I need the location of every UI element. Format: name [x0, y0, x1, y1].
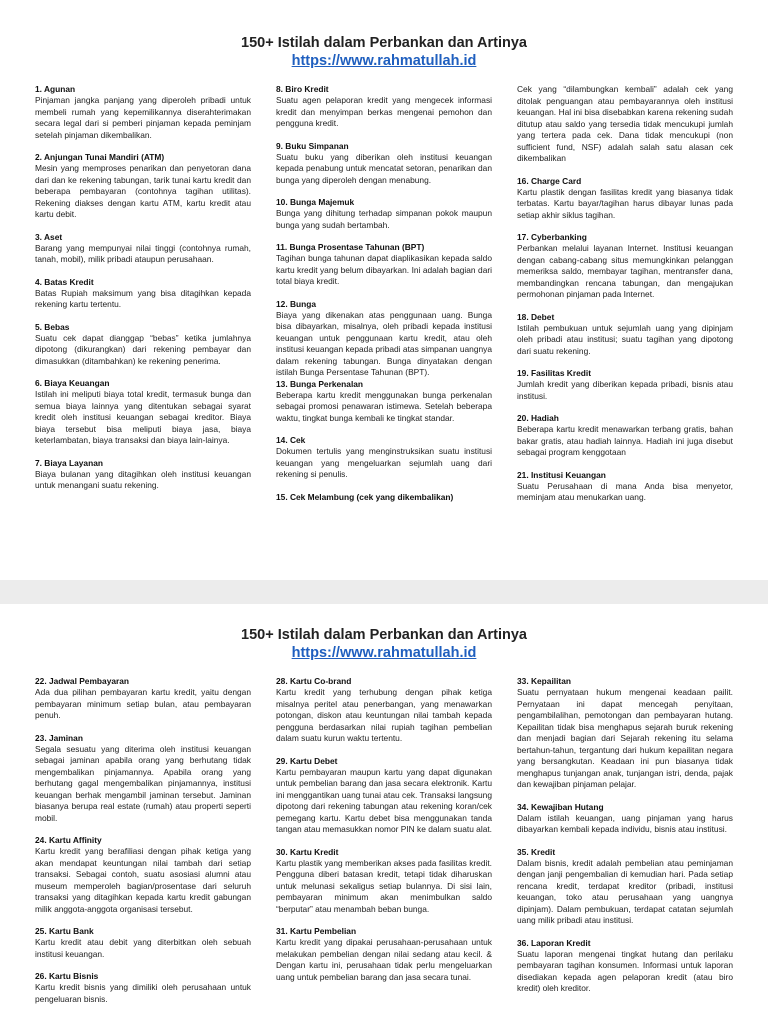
entry-definition: Cek yang “dilambungkan kembali” adalah cek yang ditolak penguangan atau pembayarannya oleh institusi keuangan. Hal ini bisa disebabkan karena rekening sudah ditutup atau saldo yang tersedia tidak mencukupi jumlah yang tertera pada cek. Dana tidak mencukupi (non sufficient fund, NSF) adalah salah satu alasan cek dikembalikan: [517, 84, 733, 163]
entry-definition: Suatu laporan mengenai tingkat hutang dan perilaku pembayaran tagihan konsumen. Informasi untuk laporan disediakan kepada agen pelaporan kredit (atau biro kredit) oleh kreditor.: [517, 948, 733, 993]
entry-term: 15. Cek Melambung (cek yang dikembalikan): [276, 491, 454, 502]
entry-definition: Biaya bulanan yang ditagihkan oleh institusi keuangan untuk menangani suatu rekening.: [35, 468, 251, 490]
entry-term: 7. Biaya Layanan: [35, 457, 103, 468]
entry-definition: Suatu buku yang diberikan oleh institusi keuangan kepada penabung untuk mencatat setoran, penarikan dan bunga yang diperoleh dengan menabung.: [276, 151, 492, 185]
glossary-entry: [35, 378, 251, 447]
glossary-entry: [517, 938, 733, 995]
glossary-entry: [276, 299, 492, 379]
entry-term: 2. Anjungan Tunai Mandiri (ATM): [35, 152, 165, 162]
glossary-entry: [517, 802, 733, 836]
entry-definition: Istilah ini meliputi biaya total kredit, termasuk bunga dan semua biaya lainnya yang ditentukan sebagai syarat kredit oleh institusi keuangan sebagai kreditor. Biaya biaya tersebut bisa meliputi biaya jasa, biaya keterlambatan, biaya transaksi dan biaya lain-lainya.: [35, 389, 251, 445]
entry-definition: Suatu pernyataan hukum mengenai keadaan pailit. Pernyataan ini dapat mencegah penyitaan, pengambilalihan, pemotongan dan pembayaran hutang. Kepailitan tidak bisa menghapus sejarah buruk rekening dan menjadi bagian dari Sejarah rekening itu selama bertahun-tahun, tergantung dari hukum kepailitan negara yang bersangkutan. Keadaan ini pun biasanya tidak menghapus tunjangan anak, tunjangan istri, denda, pajak dan kewajiban pinjaman pelajar.: [517, 687, 733, 789]
glossary-columns: [35, 676, 735, 1016]
entry-term: 20. Hadiah: [517, 413, 559, 423]
column-2: [276, 676, 492, 1016]
page-header: [0, 0, 768, 70]
entry-definition: Dalam istilah keuangan, uang pinjaman yang harus dibayarkan kembali kepada individu, bisnis atau institusi.: [517, 812, 733, 834]
entry-term: 33. Kepailitan: [517, 676, 571, 686]
entry-definition: Kartu kredit yang terhubung dengan pihak ketiga misalnya peritel atau penerbangan, yang menawarkan potongan, diskon atau keuntungan nilai tambah kepada pengguna berdasarkan nilai rupiah tagihan pembelian dalam suatu kurun waktu tertentu.: [276, 687, 492, 743]
glossary-entry: [35, 322, 251, 368]
glossary-entry: [35, 971, 251, 1005]
entry-definition: Jumlah kredit yang diberikan kepada pribadi, bisnis atau institusi.: [517, 379, 733, 401]
entry-definition: Batas Rupiah maksimum yang bisa ditagihkan kepada rekening kartu tertentu.: [35, 287, 251, 309]
glossary-entry: [276, 756, 492, 836]
entry-term: 14. Cek: [276, 435, 306, 445]
glossary-entry: [517, 232, 733, 301]
page-header: [0, 604, 768, 662]
entry-definition: Dokumen tertulis yang menginstruksikan suatu institusi keuangan yang mengeluarkan sejumlah uang dari rekening si penulis.: [276, 446, 492, 479]
entry-definition: Kartu plastik dengan fasilitas kredit yang biasanya tidak terbatas. Kartu bayar/tagihan harus dibayar lunas pada setiap akhir siklus tagihan.: [517, 186, 733, 220]
glossary-entry: [35, 458, 251, 492]
glossary-entry: [35, 835, 251, 915]
entry-definition: Kartu plastik yang memberikan akses pada fasilitas kredit. Pengguna diberi batasan kredit, tetapi tidak diharuskan untuk melunasi sekaligus setiap bulannya. Di sisi lain, pembayaran minimum akan menimbulkan saldo “berputar” atau menambah beban bunga.: [276, 857, 492, 914]
entry-term: 12. Bunga: [276, 298, 317, 309]
column-1: [35, 676, 251, 1016]
entry-definition: Kartu kredit yang dipakai perusahaan-perusahaan untuk melakukan pembelian dengan nilai sedang atau kecil. & Dengan kartu ini, perusahaan tidak perlu mengeluarkan uang untuk pembelian barang dan jasa secara tunai.: [276, 937, 492, 982]
entry-term: 8. Biro Kredit: [276, 84, 329, 94]
glossary-entry: [35, 926, 251, 960]
entry-term: 16. Charge Card: [517, 175, 582, 186]
glossary-entry: [35, 232, 251, 266]
glossary-entry: [276, 926, 492, 983]
entry-definition: Beberapa kartu kredit menggunakan bunga perkenalan sebagai promosi penawaran istimewa. Setelah beberapa waktu, tingkat bunga kembali ke tingkat standar.: [276, 389, 492, 423]
entry-definition: Perbankan melalui layanan Internet. Institusi keuangan dengan cabang-cabang situs memungkinkan pelanggan memeriksa saldo, membayar tagihan, mentransfer dana, membandingkan rencana tabungan, dan mengajukan permohonan pinjaman pada Internet.: [517, 243, 733, 299]
entry-term: 36. Laporan Kredit: [517, 937, 591, 948]
entry-term: 5. Bebas: [35, 321, 70, 332]
glossary-entry: [276, 492, 492, 503]
glossary-entry: [35, 84, 251, 141]
entry-term: 28. Kartu Co-brand: [276, 676, 352, 686]
entry-term: 1. Agunan: [35, 84, 76, 94]
glossary-entry: [517, 176, 733, 222]
glossary-entry: [517, 676, 733, 791]
entry-definition: Kartu pembayaran maupun kartu yang dapat digunakan untuk pembelian barang dan jasa secara elektronik. Kartu ini menggantikan uang tunai atau cek. Transaksi langsung dipotong dari rekening tabungan atau rekening koran/cek pemegang kartu. Kartu debet bisa menggunakan tanda tangan atau memasukkan nomor PIN ke dalam suatu alat.: [276, 766, 493, 834]
entry-definition: Beberapa kartu kredit menawarkan terbang gratis, bahan bakar gratis, atau hadiah lainnya. Hadiah ini juga disebut sebagai program kenggotaan: [517, 424, 733, 457]
glossary-entry: [276, 242, 492, 288]
glossary-entry: [35, 152, 251, 221]
entry-term: 29. Kartu Debet: [276, 755, 338, 766]
document-page-2: [0, 604, 768, 1024]
glossary-entry: [35, 733, 251, 825]
entry-term: 11. Bunga Prosentase Tahunan (BPT): [276, 242, 425, 252]
entry-term: 10. Bunga Majemuk: [276, 197, 355, 207]
entry-term: 13. Bunga Perkenalan: [276, 378, 364, 389]
entry-term: 17. Cyberbanking: [517, 232, 587, 242]
glossary-entry: [517, 368, 733, 402]
entry-term: 18. Debet: [517, 311, 555, 322]
glossary-entry: [35, 277, 251, 311]
entry-definition: Suatu agen pelaporan kredit yang mengecek informasi kredit dan menyimpan berkas mengenai pemohon dan pengguna kredit.: [276, 95, 492, 128]
entry-term: 19. Fasilitas Kredit: [517, 368, 592, 378]
entry-definition: Bunga yang dihitung terhadap simpanan pokok maupun bunga yang sudah bertambah.: [276, 208, 492, 230]
glossary-entry: [517, 413, 733, 459]
entry-definition: Kartu kredit atau debit yang diterbitkan oleh sebuah institusi keuangan.: [35, 937, 251, 959]
entry-term: 26. Kartu Bisnis: [35, 971, 99, 981]
glossary-entry: [276, 141, 492, 187]
entry-term: 22. Jadwal Pembayaran: [35, 676, 130, 686]
entry-definition: Segala sesuatu yang diterima oleh institusi keuangan sebagai jaminan apabila orang yang berhutang tidak mengembalikan pinjamannya. Apabila orang yang berhutang gagal mengembalikan pinjamannya, institusi keuangan berhak mengambil jaminan tersebut. Jaminan biasanya berupa real estate (rumah) atau properti seperti mobil.: [35, 743, 251, 823]
entry-definition: Suatu cek dapat dianggap “bebas” ketika jumlahnya dipotong (dikurangkan) dari rekening pembayar dan dimasukkan (ditambahkan) ke rekening penerima.: [35, 332, 251, 366]
glossary-entry: [517, 470, 733, 504]
entry-term: 4. Batas Kredit: [35, 276, 94, 287]
entry-definition: Barang yang mempunyai nilai tinggi (contohnya rumah, tanah, mobil), milik pribadi ataupun perusahaan.: [35, 242, 251, 264]
column-3: [517, 676, 733, 1016]
column-2: [276, 84, 492, 515]
glossary-entry: [276, 84, 492, 130]
glossary-columns: [35, 84, 735, 515]
entry-term: 3. Aset: [35, 231, 63, 242]
entry-term: 25. Kartu Bank: [35, 926, 94, 936]
glossary-entry: [276, 435, 492, 481]
entry-definition: Biaya yang dikenakan atas penggunaan uang. Bunga bisa dibayarkan, misalnya, oleh pribadi kepada institusi keuangan untuk penggunaan kartu kredit, atau oleh institusi keuangan kepada pribadi atas simpanan uangnya dalam rekening tabungan. Bunga dinyatakan dengan istilah Bunga Persentase Tahunan (BPT).: [276, 309, 492, 377]
entry-term: 30. Kartu Kredit: [276, 846, 339, 857]
entry-term: 23. Jaminan: [35, 732, 83, 743]
entry-term: 31. Kartu Pembelian: [276, 926, 357, 936]
entry-definition: Kartu kredit yang berafiliasi dengan pihak ketiga yang akan mendapat keuntungan nilai tambah dari setiap transaksi. Sebagai contoh, suatu asosiasi alumni atau museum memperoleh bagian/prosentase dari seluruh transaksi yang ditagihkan kepada kartu kredit gabungan milik anggota-anggota organisasi tersebut.: [35, 846, 251, 914]
page-title: 150+ Istilah dalam Perbankan dan Artinya: [241, 627, 527, 643]
glossary-entry: [517, 847, 733, 927]
page-title: 150+ Istilah dalam Perbankan dan Artinya: [241, 35, 527, 51]
page-separator: [0, 580, 768, 604]
entry-definition: Dalam bisnis, kredit adalah pembelian atau peminjaman dengan janji pengembalian di kemudian hari. Pada setiap rencana kredit, terdapat kreditor (pribadi, institusi keuangan, toko atau perusahaan yang uangnya dipinjam). Dalam pembukuan, terdapat catatan sejumlah uang milik pribadi atau institusi.: [517, 857, 733, 925]
glossary-entry: [276, 197, 492, 231]
entry-definition: Kartu kredit bisnis yang dimiliki oleh perusahaan untuk pengeluaran bisnis.: [35, 982, 251, 1004]
source-link[interactable]: https://www.rahmatullah.id: [291, 53, 477, 69]
entry-definition: Ada dua pilihan pembayaran kartu kredit, yaitu dengan pembayaran minimum setiap bulan, atau pembayaran penuh.: [35, 687, 251, 720]
entry-definition: Suatu Perusahaan di mana Anda bisa menyetor, meminjam atau menukarkan uang.: [517, 480, 733, 502]
glossary-entry: [517, 84, 733, 165]
entry-definition: Mesin yang memproses penarikan dan penyetoran dana dari dan ke rekening tabungan, tarik tunai kartu kredit dan beberapa pembayaran (contohnya tagihan utilitas). Rekening diakses dengan kartu ATM, kartu kredit atau kartu debit.: [35, 163, 251, 219]
column-1: [35, 84, 251, 515]
source-link[interactable]: https://www.rahmatullah.id: [291, 645, 477, 661]
entry-definition: Pinjaman jangka panjang yang diperoleh pribadi untuk membeli rumah yang kepemilikannya diserahterimakan secara legal dari si pemberi pinjaman kepada peminjam setelah pinjaman dikembalikan.: [35, 95, 251, 140]
entry-term: 21. Institusi Keuangan: [517, 469, 606, 480]
entry-definition: Tagihan bunga tahunan dapat diaplikasikan kepada saldo kartu kredit yang belum dibayarkan. Ini adalah bagian dari total biaya kredit.: [276, 253, 492, 286]
entry-term: 6. Biaya Keuangan: [35, 378, 110, 388]
glossary-entry: [276, 676, 492, 745]
entry-term: 35. Kredit: [517, 846, 556, 857]
glossary-entry: [35, 676, 251, 722]
glossary-entry: [276, 379, 492, 425]
entry-term: 34. Kewajiban Hutang: [517, 801, 604, 812]
entry-term: 9. Buku Simpanan: [276, 140, 349, 151]
glossary-entry: [517, 312, 733, 358]
entry-term: 24. Kartu Affinity: [35, 835, 102, 845]
column-3: [517, 84, 733, 515]
glossary-entry: [276, 847, 492, 916]
entry-definition: Istilah pembukuan untuk sejumlah uang yang dipinjam oleh pribadi atau institusi; suatu tagihan yang dipotong dari suatu rekening.: [517, 322, 733, 356]
